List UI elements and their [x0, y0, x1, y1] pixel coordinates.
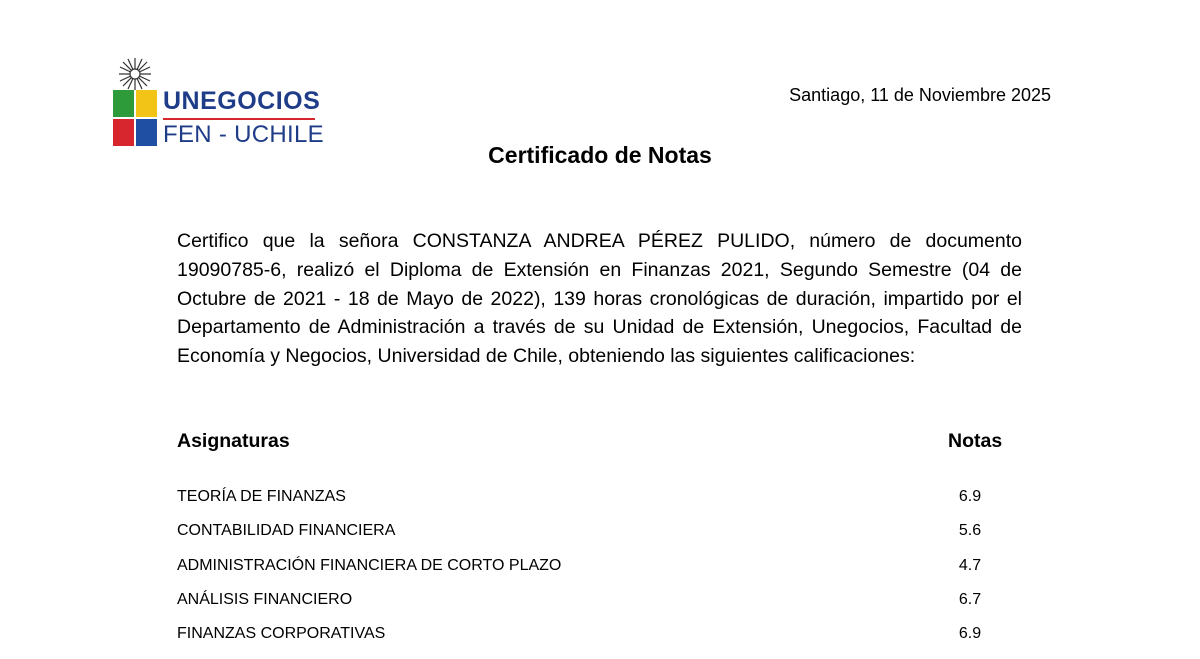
subject-name: ADMINISTRACIÓN FINANCIERA DE CORTO PLAZO	[177, 556, 562, 574]
grades-header: Notas	[948, 430, 1003, 452]
sun-emblem-icon	[117, 57, 153, 91]
logo-line-2: FEN - UCHILE	[163, 121, 324, 148]
grades-table	[177, 488, 1007, 659]
table-row	[177, 625, 1007, 659]
certification-paragraph: Certifico que la señora CONSTANZA ANDREA PÉREZ PULIDO, número de documento 19090785-6, realizó el Diploma de Extensión en Finanzas 2021, Segundo Semestre (04 de Octubre de 2021 - 18 de Mayo de 2022), 139 horas cronológicas de duración, impartido por el Departamento de Administración a través de su Unidad de Extensión, Unegocios, Facultad de Economía y Negocios, Universidad de Chile, obteniendo las siguientes calificaciones:	[177, 230, 1022, 368]
unegocios-logo	[113, 57, 324, 149]
grade-value: 5.6	[958, 522, 982, 540]
table-row	[177, 557, 1007, 591]
subjects-header: Asignaturas	[177, 430, 290, 452]
table-row	[177, 488, 1007, 522]
table-row	[177, 522, 1007, 556]
grade-value: 6.7	[958, 590, 982, 608]
grade-value: 6.9	[958, 488, 982, 505]
grade-value: 4.7	[958, 556, 982, 574]
table-row	[177, 591, 1007, 625]
logo-line-1: UNEGOCIOS	[163, 87, 321, 115]
subject-name: FINANZAS CORPORATIVAS	[177, 625, 386, 643]
grade-value: 6.9	[958, 625, 982, 643]
logo-divider	[163, 118, 315, 120]
shield-crest-icon	[113, 90, 157, 146]
subject-name: ANÁLISIS FINANCIERO	[177, 590, 353, 608]
subject-name: TEORÍA DE FINANZAS	[177, 488, 346, 505]
document-date: Santiago, 11 de Noviembre 2025	[789, 85, 1051, 105]
document-title: Certificado de Notas	[488, 142, 712, 168]
subject-name: CONTABILIDAD FINANCIERA	[177, 522, 396, 540]
